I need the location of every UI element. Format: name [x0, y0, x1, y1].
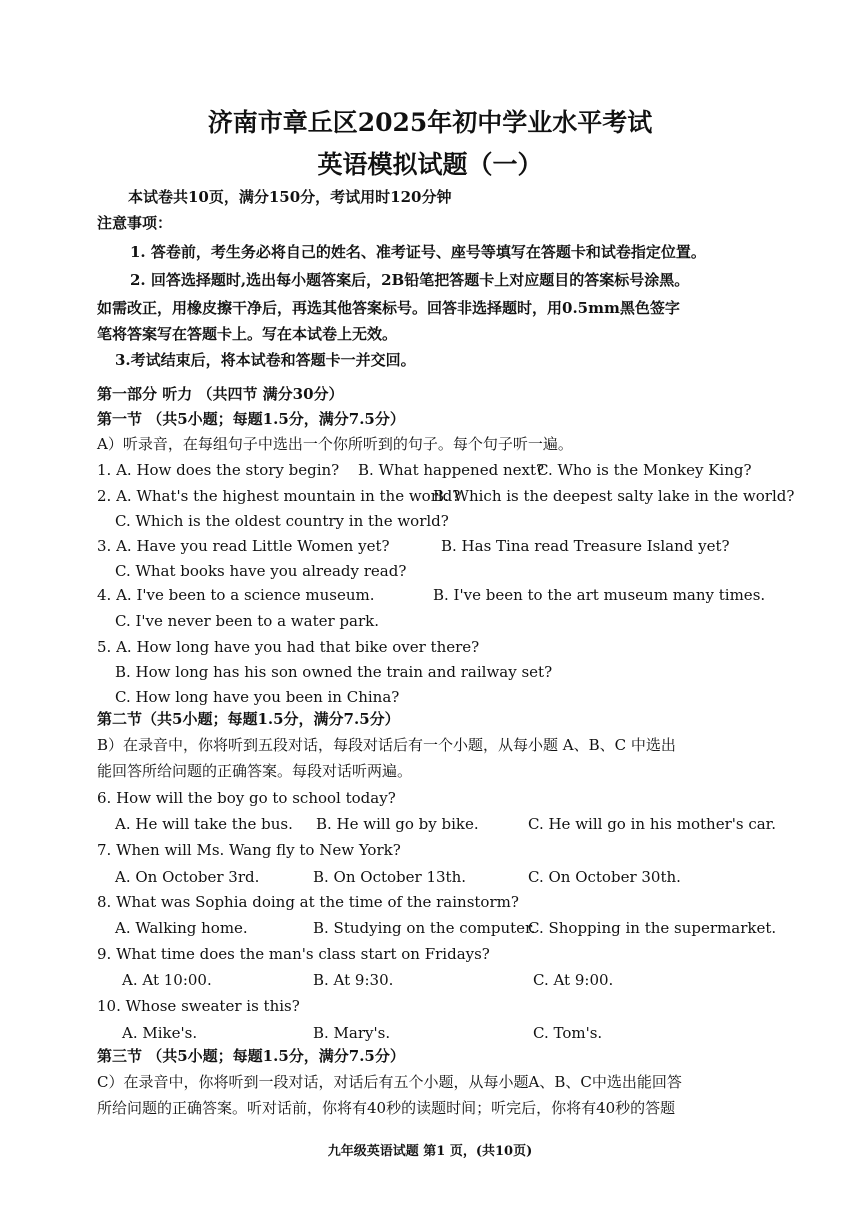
q9-option-a: A. At 10:00. — [122, 971, 212, 989]
q1-option-b: B. What happened next? — [358, 461, 545, 479]
q6-option-a: A. He will take the bus. — [115, 815, 293, 833]
q5-option-c: C. How long have you been in China? — [115, 688, 400, 706]
q6-stem: 6. How will the boy go to school today? — [97, 789, 396, 807]
q3-option-b: B. Has Tina read Treasure Island yet? — [441, 537, 730, 555]
q2-option-a: 2. A. What's the highest mountain in the world? — [97, 487, 461, 505]
q3-option-c: C. What books have you already read? — [115, 562, 407, 580]
q9-option-c: C. At 9:00. — [533, 971, 614, 989]
page-footer: 九年级英语试题 第1 页，(共10页) — [327, 1144, 533, 1159]
q8-option-b: B. Studying on the computer. — [313, 919, 536, 937]
notice-item-1: 1. 答卷前，考生务必将自己的姓名、准考证号、座号等填写在答题卡和试卷指定位置。 — [130, 243, 706, 261]
section3-heading: 第三节 （共5小题；每题1.5分，满分7.5分） — [97, 1047, 405, 1065]
exam-info: 本试卷共10页，满分150分，考试用时120分钟 — [128, 188, 452, 206]
q10-stem: 10. Whose sweater is this? — [97, 997, 300, 1015]
section1-instruction: A）听录音，在每组句子中选出一个你所听到的句子。每个句子听一遍。 — [97, 435, 573, 453]
q6-option-c: C. He will go in his mother's car. — [528, 815, 776, 833]
q5-option-a: 5. A. How long have you had that bike over there? — [97, 638, 480, 656]
part1-heading: 第一部分 听力 （共四节 满分30分） — [97, 385, 344, 403]
q10-option-b: B. Mary's. — [313, 1024, 391, 1042]
exam-title: 济南市章丘区2025年初中学业水平考试 — [207, 108, 653, 137]
notice-item-3: 3.考试结束后，将本试卷和答题卡一并交回。 — [115, 351, 416, 369]
q4-option-a: 4. A. I've been to a science museum. — [97, 586, 375, 604]
q2-option-b: B. Which is the deepest salty lake in the world? — [433, 487, 795, 505]
q10-option-c: C. Tom's. — [533, 1024, 603, 1042]
exam-subtitle: 英语模拟试题（一） — [317, 150, 543, 179]
q9-stem: 9. What time does the man's class start on Fridays? — [97, 945, 490, 963]
q10-option-a: A. Mike's. — [122, 1024, 198, 1042]
section2-instruction: B）在录音中，你将听到五段对话，每段对话后有一个小题，从每小题 A、B、C 中选出 — [97, 736, 676, 754]
section3-instruction: C）在录音中，你将听到一段对话，对话后有五个小题，从每小题A、B、C中选出能回答 — [97, 1073, 682, 1091]
notice-item-2-cont: 如需改正，用橡皮擦干净后，再选其他答案标号。回答非选择题时，用0.5mm黑色签字 — [97, 299, 680, 317]
q7-option-c: C. On October 30th. — [528, 868, 681, 886]
section2-instruction-cont: 能回答所给问题的正确答案。每段对话听两遍。 — [97, 762, 413, 780]
q9-option-b: B. At 9:30. — [313, 971, 394, 989]
section1-heading: 第一节 （共5小题；每题1.5分，满分7.5分） — [97, 410, 405, 428]
q4-option-c: C. I've never been to a water park. — [115, 612, 379, 630]
q8-stem: 8. What was Sophia doing at the time of the rainstorm? — [97, 893, 519, 911]
section2-heading: 第二节（共5小题；每题1.5分，满分7.5分） — [97, 710, 400, 728]
q1-option-a: 1. A. How does the story begin? — [97, 461, 340, 479]
q7-stem: 7. When will Ms. Wang fly to New York? — [97, 841, 401, 859]
q8-option-c: C. Shopping in the supermarket. — [528, 919, 777, 937]
q6-option-b: B. He will go by bike. — [316, 815, 479, 833]
q3-option-a: 3. A. Have you read Little Women yet? — [97, 537, 390, 555]
q2-option-c: C. Which is the oldest country in the world? — [115, 512, 449, 530]
notice-item-2-end: 笔将答案写在答题卡上。写在本试卷上无效。 — [97, 325, 398, 343]
notice-item-2: 2. 回答选择题时,选出每小题答案后，2B铅笔把答题卡上对应题目的答案标号涂黑。 — [130, 271, 690, 289]
section3-instruction-cont: 所给问题的正确答案。听对话前，你将有40秒的读题时间；听完后，你将有40秒的答题 — [97, 1099, 676, 1117]
q7-option-a: A. On October 3rd. — [115, 868, 260, 886]
q4-option-b: B. I've been to the art museum many times. — [433, 586, 766, 604]
q8-option-a: A. Walking home. — [115, 919, 248, 937]
q7-option-b: B. On October 13th. — [313, 868, 467, 886]
q1-option-c: C. Who is the Monkey King? — [537, 461, 752, 479]
notice-heading: 注意事项： — [97, 214, 173, 232]
q5-option-b: B. How long has his son owned the train and railway set? — [115, 663, 553, 681]
